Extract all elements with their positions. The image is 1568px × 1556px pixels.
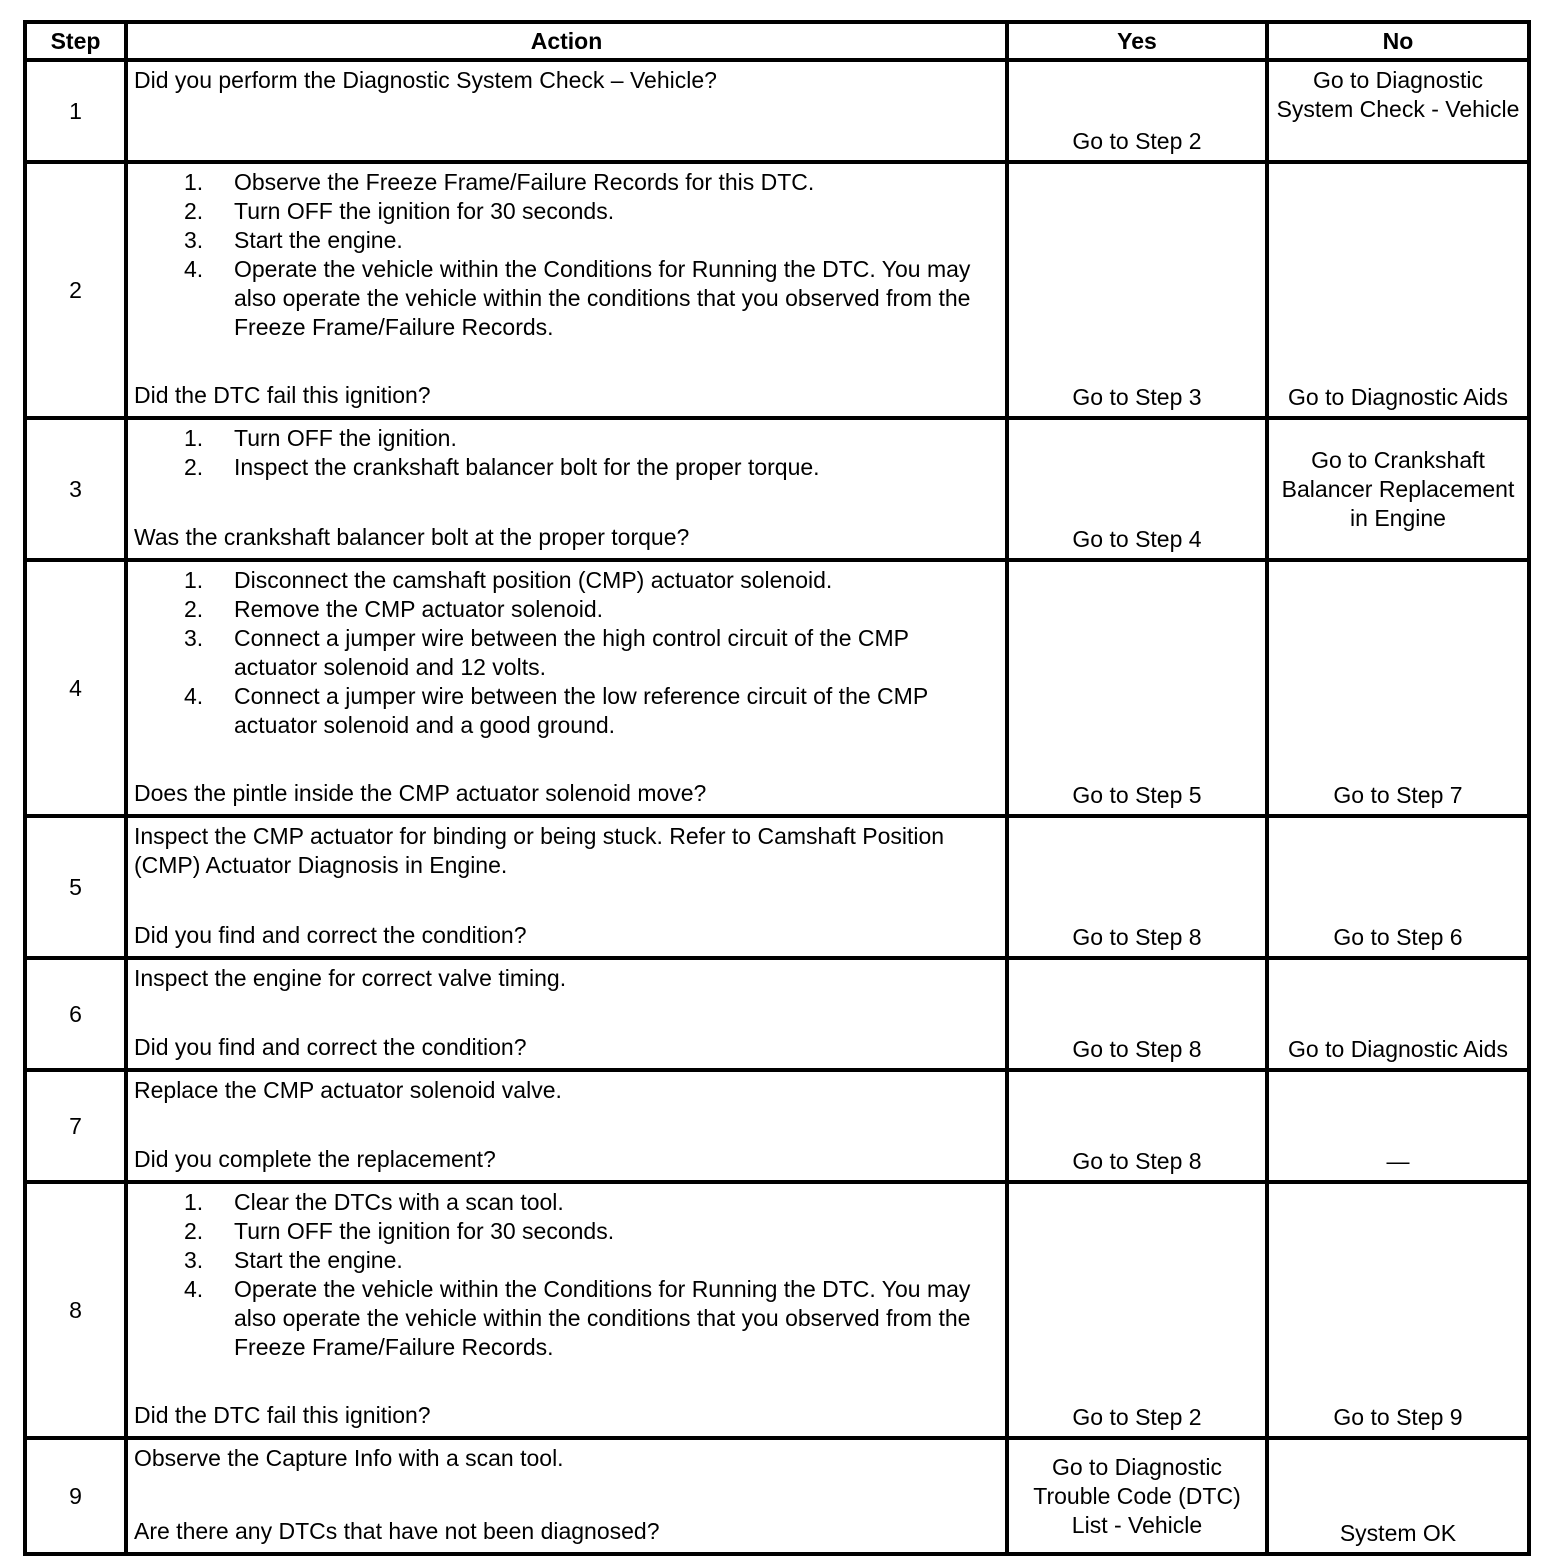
- action-content: [134, 1076, 997, 1174]
- list-item-number: 2.: [184, 454, 204, 480]
- list-item-text: Start the engine.: [234, 227, 403, 253]
- action-content: [134, 1444, 997, 1546]
- yes-outcome: Go to Step 3: [1007, 162, 1267, 418]
- instruction-text: Observe the Capture Info with a scan tool.: [134, 1445, 564, 1471]
- no-outcome: System OK: [1267, 1438, 1529, 1554]
- instruction-text: Inspect the CMP actuator for binding or being stuck. Refer to Camshaft Position (CMP) Actuator Diagnosis in Engine.: [134, 823, 945, 878]
- no-outcome: Go to Step 7: [1267, 560, 1529, 816]
- instruction-list: [134, 1188, 997, 1362]
- action-content: [134, 964, 997, 1062]
- no-outcome: Go to Diagnostic System Check - Vehicle: [1267, 60, 1529, 162]
- action-cell: [126, 418, 1007, 560]
- list-item: [134, 453, 997, 482]
- list-item-text: Start the engine.: [234, 1247, 403, 1273]
- table-row: [25, 958, 1529, 1070]
- action-instructions: [134, 424, 997, 482]
- question-text: Was the crankshaft balancer bolt at the proper torque?: [134, 524, 690, 550]
- action-cell: [126, 958, 1007, 1070]
- list-item: [134, 682, 997, 740]
- action-cell: [126, 1070, 1007, 1182]
- list-item-text: Observe the Freeze Frame/Failure Records for this DTC.: [234, 169, 815, 195]
- list-item-number: 4.: [184, 683, 204, 709]
- list-item-text: Connect a jumper wire between the high control circuit of the CMP actuator solenoid and 12 volts.: [234, 625, 909, 680]
- step-number: 4: [25, 560, 126, 816]
- action-content: [134, 1188, 997, 1430]
- step-number: 7: [25, 1070, 126, 1182]
- step-number: 2: [25, 162, 126, 418]
- action-content: [134, 424, 997, 552]
- no-outcome: Go to Diagnostic Aids: [1267, 162, 1529, 418]
- header-step: Step: [25, 22, 126, 60]
- action-instructions: [134, 1444, 997, 1473]
- action-cell: [126, 816, 1007, 958]
- list-item: [134, 226, 997, 255]
- action-instructions: [134, 822, 997, 880]
- list-item-number: 3.: [184, 227, 204, 253]
- yes-outcome: Go to Step 2: [1007, 1182, 1267, 1438]
- list-item: [134, 1275, 997, 1362]
- no-outcome: —: [1267, 1070, 1529, 1182]
- table-row: [25, 560, 1529, 816]
- step-number: 1: [25, 60, 126, 162]
- list-item-text: Disconnect the camshaft position (CMP) actuator solenoid.: [234, 567, 833, 593]
- yes-outcome: Go to Diagnostic Trouble Code (DTC) List - Vehicle: [1007, 1438, 1267, 1554]
- action-instructions: [134, 566, 997, 740]
- yes-outcome: Go to Step 8: [1007, 958, 1267, 1070]
- instruction-list: [134, 424, 997, 482]
- header-no: No: [1267, 22, 1529, 60]
- yes-outcome: Go to Step 4: [1007, 418, 1267, 560]
- list-item-text: Clear the DTCs with a scan tool.: [234, 1189, 564, 1215]
- no-outcome: Go to Diagnostic Aids: [1267, 958, 1529, 1070]
- list-item-text: Remove the CMP actuator solenoid.: [234, 596, 604, 622]
- list-item-number: 4.: [184, 256, 204, 282]
- step-number: 3: [25, 418, 126, 560]
- action-cell: [126, 60, 1007, 162]
- list-item-text: Turn OFF the ignition.: [234, 425, 457, 451]
- action-instructions: [134, 66, 997, 95]
- table-row: [25, 1182, 1529, 1438]
- instruction-list: [134, 168, 997, 342]
- list-item-text: Operate the vehicle within the Conditions for Running the DTC. You may also operate the vehicle within the conditions that you observed from the Freeze Frame/Failure Records.: [234, 1276, 971, 1360]
- list-item-number: 2.: [184, 198, 204, 224]
- action-cell: [126, 162, 1007, 418]
- question-text: Are there any DTCs that have not been diagnosed?: [134, 1518, 660, 1544]
- list-item: [134, 168, 997, 197]
- header-yes: Yes: [1007, 22, 1267, 60]
- list-item-text: Turn OFF the ignition for 30 seconds.: [234, 198, 615, 224]
- list-item: [134, 424, 997, 453]
- list-item: [134, 255, 997, 342]
- list-item-number: 4.: [184, 1276, 204, 1302]
- list-item: [134, 566, 997, 595]
- yes-outcome: Go to Step 8: [1007, 1070, 1267, 1182]
- action-content: [134, 66, 997, 154]
- list-item-number: 1.: [184, 425, 204, 451]
- table-row: [25, 1438, 1529, 1554]
- list-item-number: 3.: [184, 1247, 204, 1273]
- question-text: Did you find and correct the condition?: [134, 1034, 527, 1060]
- instruction-text: Replace the CMP actuator solenoid valve.: [134, 1077, 562, 1103]
- action-content: [134, 168, 997, 410]
- step-number: 5: [25, 816, 126, 958]
- list-item-number: 1.: [184, 1189, 204, 1215]
- table-row: [25, 1070, 1529, 1182]
- list-item: [134, 595, 997, 624]
- action-instructions: [134, 1188, 997, 1362]
- list-item-number: 1.: [184, 567, 204, 593]
- list-item: [134, 624, 997, 682]
- action-cell: [126, 1438, 1007, 1554]
- list-item: [134, 197, 997, 226]
- list-item-text: Operate the vehicle within the Conditions for Running the DTC. You may also operate the vehicle within the conditions that you observed from the Freeze Frame/Failure Records.: [234, 256, 971, 340]
- list-item-text: Connect a jumper wire between the low reference circuit of the CMP actuator solenoid and a good ground.: [234, 683, 928, 738]
- table-row: [25, 60, 1529, 162]
- yes-outcome: Go to Step 5: [1007, 560, 1267, 816]
- header-row: [25, 22, 1529, 60]
- action-content: [134, 822, 997, 950]
- header-action: Action: [126, 22, 1007, 60]
- table-row: [25, 162, 1529, 418]
- action-instructions: [134, 168, 997, 342]
- instruction-list: [134, 566, 997, 740]
- step-number: 6: [25, 958, 126, 1070]
- table-row: [25, 816, 1529, 958]
- list-item-text: Inspect the crankshaft balancer bolt for the proper torque.: [234, 454, 820, 480]
- action-instructions: [134, 1076, 997, 1105]
- question-text: Did the DTC fail this ignition?: [134, 382, 431, 408]
- diagnostic-table: [23, 20, 1531, 1556]
- yes-outcome: Go to Step 8: [1007, 816, 1267, 958]
- question-text: Did you complete the replacement?: [134, 1146, 496, 1172]
- list-item: [134, 1188, 997, 1217]
- question-text: Did you find and correct the condition?: [134, 922, 527, 948]
- step-number: 8: [25, 1182, 126, 1438]
- list-item-number: 3.: [184, 625, 204, 651]
- instruction-text: Inspect the engine for correct valve timing.: [134, 965, 567, 991]
- action-cell: [126, 1182, 1007, 1438]
- step-number: 9: [25, 1438, 126, 1554]
- question-text: Did the DTC fail this ignition?: [134, 1402, 431, 1428]
- no-outcome: Go to Step 6: [1267, 816, 1529, 958]
- no-outcome: Go to Step 9: [1267, 1182, 1529, 1438]
- list-item: [134, 1246, 997, 1275]
- action-content: [134, 566, 997, 808]
- list-item-number: 2.: [184, 596, 204, 622]
- list-item-text: Turn OFF the ignition for 30 seconds.: [234, 1218, 615, 1244]
- list-item-number: 2.: [184, 1218, 204, 1244]
- instruction-text: Did you perform the Diagnostic System Check – Vehicle?: [134, 67, 717, 93]
- no-outcome: Go to Crankshaft Balancer Replacement in Engine: [1267, 418, 1529, 560]
- table-row: [25, 418, 1529, 560]
- action-instructions: [134, 964, 997, 993]
- yes-outcome: Go to Step 2: [1007, 60, 1267, 162]
- action-cell: [126, 560, 1007, 816]
- list-item-number: 1.: [184, 169, 204, 195]
- list-item: [134, 1217, 997, 1246]
- question-text: Does the pintle inside the CMP actuator solenoid move?: [134, 780, 707, 806]
